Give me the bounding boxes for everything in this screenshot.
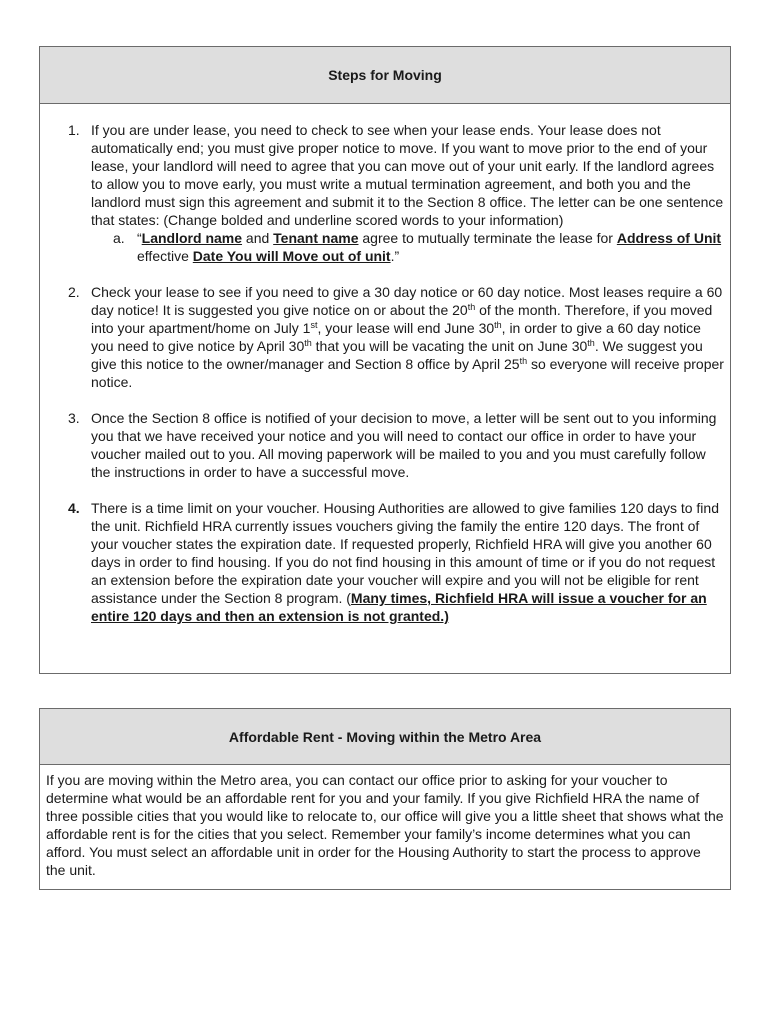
effective-text: effective (137, 248, 193, 264)
step-2-number: 2. (68, 284, 80, 300)
tenant-name-placeholder: Tenant name (273, 230, 359, 246)
step-1 (40, 121, 732, 265)
step-2-text-part: so everyone will receive proper notice. (91, 356, 724, 390)
step-3 (40, 409, 732, 481)
affordable-rent-text: If you are moving within the Metro area, you can contact our office prior to asking for your voucher to determine what would be an affordable rent for you and your family. If you give Richfield HRA the name of three possible cities that you would like to relocate to, our office will give you a little sheet that shows what the affordable rent is for the cities that you select. Remember your family’s income determines what you can afford. You must select an affordable unit in order for the Housing Authority to start the process to approve the unit. (46, 772, 724, 878)
ordinal-suffix: th (304, 338, 312, 348)
step-2-text-part: , in order to give a 60 day notice you need to give notice by April 30 (91, 320, 701, 354)
step-2-text-part: . We suggest you give this notice to the owner/manager and Section 8 office by April 25 (91, 338, 703, 372)
affordable-rent-title: Affordable Rent - Moving within the Metro Area (40, 709, 730, 765)
step-1-number: 1. (68, 122, 80, 138)
quote-close: .” (390, 248, 400, 264)
step-2-text-part: that you will be vacating the unit on June 30 (311, 338, 588, 354)
ordinal-suffix: th (519, 356, 528, 366)
steps-for-moving-section (39, 46, 731, 674)
step-4-text: There is a time limit on your voucher. Housing Authorities are allowed to give families 120 days to find the unit. Richfield HRA currently issues vouchers giving the family the entire 120 days. The front of your voucher states the expiration date. If requested properly, Richfield HRA will give you another 60 days in order to find housing. If you do not find housing in this amount of time or if you do not request an extension before the expiration date your voucher will expire and you will not be eligible for rent assistance under the Section 8 program. ( (91, 500, 719, 606)
step-4-emphasis: Many times, Richfield HRA will issue a voucher for an entire 120 days and then an extension is not granted.) (91, 590, 707, 624)
quote-open: “ (137, 230, 142, 246)
steps-section-title: Steps for Moving (40, 47, 730, 104)
agree-text: agree to mutually terminate the lease for (358, 230, 617, 246)
affordable-rent-section (39, 708, 731, 890)
step-2 (40, 283, 732, 391)
ordinal-suffix: th (467, 302, 476, 312)
ordinal-suffix: st (310, 320, 318, 330)
step-1-text: If you are under lease, you need to check to see when your lease ends. Your lease does not automatically end; you must give proper notice to move. If you want to move prior to the end of your lease, your landlord will need to agree that you can move out of your unit early. If the landlord agrees to allow you to move early, you must write a mutual termination agreement, and both you and the landlord must sign this agreement and submit it to the Section 8 office. The letter can be one sentence that states: (Change bolded and underline scored words to your information) (91, 122, 724, 228)
move-out-date-placeholder: Date You will Move out of unit (192, 248, 391, 264)
sub-item-letter: a. (113, 230, 125, 246)
step-2-text-part: , your lease will end June 30 (317, 320, 495, 336)
and-text: and (242, 230, 274, 246)
step-3-number: 3. (68, 410, 80, 426)
ordinal-suffix: th (494, 320, 502, 330)
steps-list (40, 121, 732, 643)
step-1-sub-item (91, 229, 726, 265)
landlord-name-placeholder: Landlord name (141, 230, 243, 246)
step-4-number: 4. (68, 500, 80, 516)
address-of-unit-placeholder: Address of Unit (616, 230, 722, 246)
step-2-text-part: of the month. Therefore, if you moved into your apartment/home on July 1 (91, 302, 713, 336)
step-3-text: Once the Section 8 office is notified of your decision to move, a letter will be sent out to you informing you that we have received your notice and you will need to contact our office in order to have your voucher mailed out to you. All moving paperwork will be mailed to you and you must carefully follow the instructions in order to have a successful move. (91, 410, 717, 480)
step-2-text-part: Check your lease to see if you need to give a 30 day notice or 60 day notice. Most leases require a 60 day notice! It is suggested you give notice on or about the 20 (91, 284, 723, 318)
ordinal-suffix: th (587, 338, 595, 348)
step-4 (40, 499, 732, 625)
